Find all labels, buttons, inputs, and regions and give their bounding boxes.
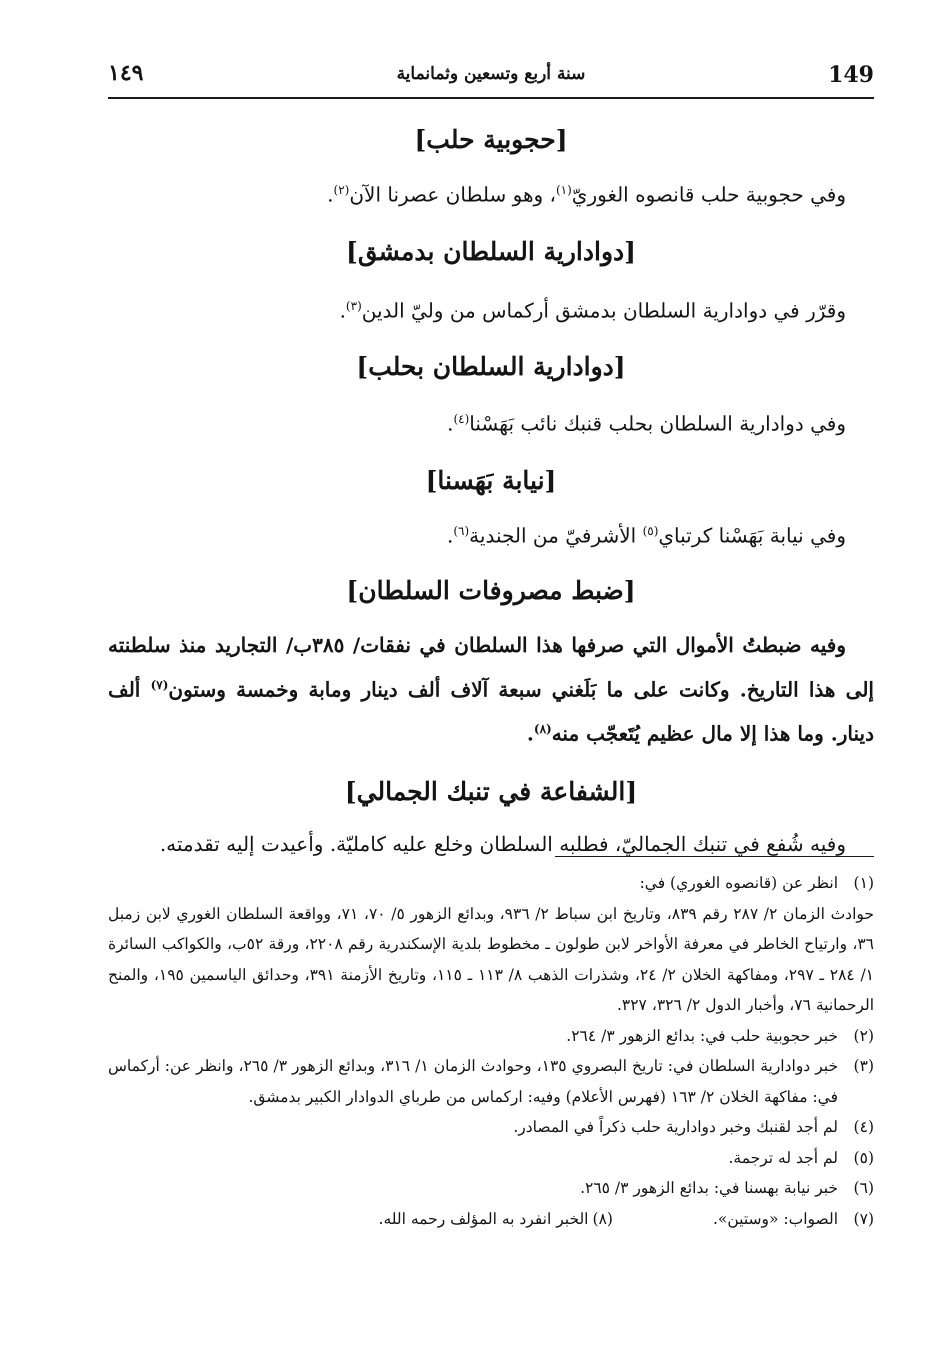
footnote-text: انظر عن (قانصوه الغوري) في: [639, 874, 838, 892]
footnote [108, 868, 874, 899]
footnote-number: (٢) [853, 1026, 874, 1045]
footnote-ref[interactable]: (٨) [533, 722, 552, 737]
footnote-text: لم أجد لقنبك وخبر دوادارية حلب ذكراً في المصادر. [513, 1118, 838, 1136]
section-paragraph: وفيه ضبطتُ الأموال التي صرفها هذا السلطان في نفقات/ ٣٨٥ب/ التجاريد منذ سلطنته إلى هذا التاريخ. وكانت على ما بَلَغني سبعة آلاف ألف دينار ومابة وخمسة وستون$^{(٧)}$ ألف دينار. وما هذا إلا مال عظيم يُتَعجّب منه$^{(٨)}$. [108, 632, 874, 746]
section-heading: [حجوبية حلب] [414, 125, 568, 154]
footnote-ref[interactable]: (٤) [453, 412, 470, 427]
footnote-rule [555, 856, 874, 857]
footnote-text: خبر دوادارية السلطان في: تاريخ البصروي ١٣٥، وحوادث الزمان ١/ ٣١٦، وبدائع الزهور ٣/ ٢٦٥، وانظر عن: أركماس في: مفاكهة الخلان ٢/ ١٦٣ (فهرس الأعلام) وفيه: اركماس من طرباي الدوادار الكبير بدمشق. [108, 1057, 839, 1106]
footnote-number: (٤) [853, 1118, 874, 1136]
section-paragraph: وفي نيابة بَهَسْنا كرتباي$^{(٥)}$ الأشرفيّ من الجندية$^{(٦)}$. [446, 523, 846, 548]
footnote-number: (١) [853, 874, 874, 892]
footnote-ref[interactable]: (٦) [453, 523, 470, 538]
footnote [108, 1021, 874, 1052]
header-rule [108, 97, 874, 99]
page-number-arabic: ١٤٩ [108, 60, 144, 86]
footnote [108, 899, 874, 1021]
footnote-ref[interactable]: (٧) [150, 677, 169, 692]
running-title: سنة أربع وتسعين وثمانماية [396, 64, 586, 84]
footnote-text: حوادث الزمان ٢/ ٢٨٧ رقم ٨٣٩، وتاريخ ابن سباط ٢/ ٩٣٦، وبدائع الزهور ٥/ ٧٠، ٧١، وواقعة السلطان الغوري لابن زمبل ٣٦، وارتياح الخاطر في معرفة الأواخر لابن طولون ـ مخطوط بلدية الإسكندرية رقم ٢٢٠٨، ورقة ٥٢ب، والكواكب السائرة ١/ ٢٨٤ ـ ٢٩٧، ومفاكهة الخلان ٢/ ٢٤، وشذرات الذهب ٨/ ١١٣ ـ ١١٥، وتاريخ الأزمنة ٣٩١، وحدائق الياسمين ١٩٥، والمنح الرحمانية ٧٦، وأخبار الدول ٢/ ٣٢٦، ٣٢٧. [108, 904, 874, 1014]
footnote-text: الصواب: «وستين». [712, 1209, 838, 1228]
section-heading: [نيابة بَهَسنا] [425, 465, 557, 495]
footnote-number: (٦) [853, 1179, 874, 1197]
footnote-ref[interactable]: (١) [555, 183, 572, 197]
footnotes [108, 868, 874, 1234]
footnote [108, 1173, 874, 1204]
footnote-text: خبر حجوبية حلب في: بدائع الزهور ٣/ ٢٦٤. [566, 1026, 838, 1045]
section-paragraph: وفي حجوبية حلب قانصوه الغوريّ$^{(١)}$، وهو سلطان عصرنا الآن$^{(٢)}$. [327, 182, 846, 207]
page-number-latin: 149 [828, 62, 874, 88]
footnote-number: (٨) [592, 1209, 613, 1228]
footnote-row [108, 1204, 874, 1235]
section-heading: [دوادارية السلطان بدمشق] [346, 236, 636, 266]
footnote [108, 1112, 874, 1143]
section-paragraph: وفي دوادارية السلطان بحلب قنبك نائب بَهَسْنا$^{(٤)}$. [447, 411, 846, 436]
footnote-number: (٣) [853, 1057, 874, 1075]
footnote [108, 1143, 874, 1174]
footnote [108, 1051, 874, 1112]
footnote-number: (٥) [853, 1148, 874, 1167]
footnote-ref[interactable]: (٥) [642, 523, 659, 538]
section-heading: [دوادارية السلطان بحلب] [356, 352, 626, 382]
footnote-text: لم أجد له ترجمة. [728, 1148, 838, 1167]
footnote-number: (٧) [853, 1209, 874, 1228]
footnote-ref[interactable]: (٢) [333, 183, 350, 197]
footnote-text: الخبر انفرد به المؤلف رحمه الله. [378, 1209, 589, 1228]
section-paragraph: وفيه شُفع في تنبك الجماليّ، فطلبه السلطان وخلع عليه كامليّة. وأعيدت إليه تقدمته. [159, 831, 846, 856]
footnote-text: خبر نيابة بهسنا في: بدائع الزهور ٣/ ٢٦٥. [580, 1179, 838, 1197]
main-text [108, 112, 874, 864]
section-heading: [الشفاعة في تنبك الجمالي] [344, 776, 638, 806]
section-paragraph: وقرّر في دوادارية السلطان بدمشق أركماس من وليّ الدين$^{(٣)}$. [339, 298, 846, 323]
footnote-ref[interactable]: (٣) [345, 298, 362, 313]
page-header [108, 58, 874, 96]
section-heading: [ضبط مصروفات السلطان] [346, 575, 636, 605]
